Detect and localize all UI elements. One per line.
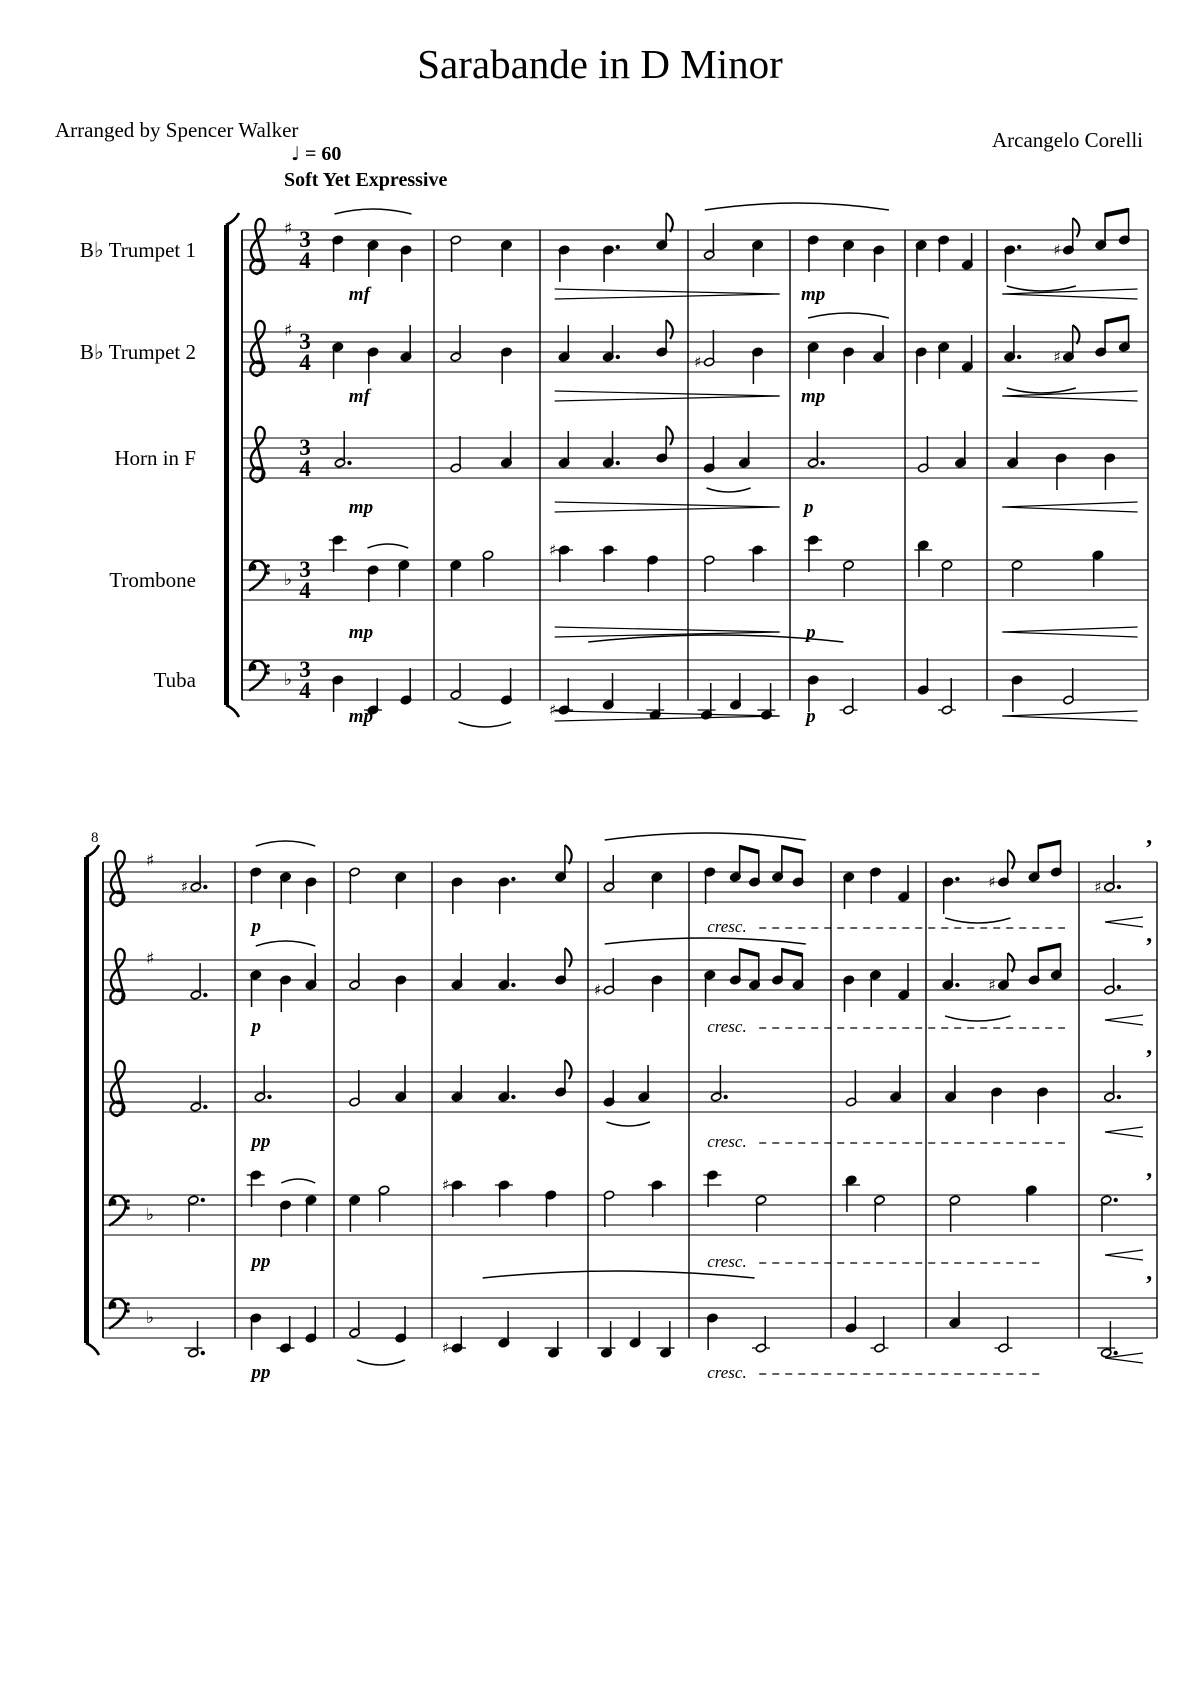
decrescendo-hairpin <box>555 391 780 396</box>
key-signature-flat: ♭ <box>284 570 293 590</box>
augmentation-dot <box>616 355 620 359</box>
crescendo-hairpin <box>1105 917 1143 922</box>
dynamic-marking: p <box>251 1016 261 1037</box>
cresc-text: cresc. <box>707 1252 747 1271</box>
breath-mark: ’ <box>1145 1046 1153 1072</box>
augmentation-dot <box>511 1095 515 1099</box>
system-bracket <box>224 225 229 705</box>
time-signature-numerator: 3 <box>299 329 311 354</box>
eighth-flag <box>666 213 673 232</box>
eighth-flag <box>1073 218 1080 237</box>
decrescendo-hairpin <box>555 502 780 507</box>
time-signature-denominator: 4 <box>299 578 311 603</box>
accidental: ♯ <box>1053 241 1061 259</box>
eighth-flag <box>666 320 673 339</box>
beam <box>1038 945 1060 950</box>
augmentation-dot <box>1114 1198 1118 1202</box>
system-bracket <box>86 845 99 857</box>
decrescendo-hairpin <box>555 716 780 721</box>
decrescendo-hairpin <box>555 396 780 401</box>
crescendo-hairpin <box>1002 716 1137 721</box>
slur <box>705 203 889 210</box>
time-signature-numerator: 3 <box>299 657 311 682</box>
dynamic-marking: mp <box>801 284 826 305</box>
augmentation-dot <box>1117 985 1121 989</box>
decrescendo-hairpin <box>555 289 780 294</box>
slur <box>945 1016 1010 1021</box>
eighth-flag <box>1008 850 1015 869</box>
augmentation-dot <box>955 877 959 881</box>
slur <box>1007 286 1076 291</box>
system-bracket <box>226 705 239 717</box>
composer-credit: Arcangelo Corelli <box>991 128 1143 152</box>
treble-clef-icon <box>250 321 264 376</box>
bass-clef-icon <box>126 1302 130 1306</box>
system-bracket <box>86 1343 99 1355</box>
slur <box>256 941 316 946</box>
arranger-credit: Arranged by Spencer Walker <box>55 118 299 142</box>
bass-clef-icon <box>126 1309 130 1313</box>
piece-title: Sarabande in D Minor <box>417 41 783 87</box>
dynamic-marking: mp <box>348 497 374 518</box>
breath-mark: ’ <box>1145 836 1153 862</box>
crescendo-hairpin <box>1002 294 1137 299</box>
breath-mark: ’ <box>1145 1169 1153 1195</box>
eighth-flag <box>1073 325 1080 344</box>
key-signature-sharp: ♯ <box>146 851 155 871</box>
accidental: ♯ <box>1094 878 1102 896</box>
slur <box>605 938 806 944</box>
augmentation-dot <box>616 461 620 465</box>
augmentation-dot <box>724 1095 728 1099</box>
crescendo-hairpin <box>1105 1250 1143 1255</box>
augmentation-dot <box>820 461 824 465</box>
time-signature-denominator: 4 <box>299 248 311 273</box>
beam <box>1105 210 1129 215</box>
dynamic-marking: p <box>806 622 816 643</box>
breath-mark: ’ <box>1145 1272 1153 1298</box>
treble-clef-icon <box>250 427 264 482</box>
crescendo-hairpin <box>1105 1358 1143 1363</box>
instrument-label-trumpet2: B♭ Trumpet 2 <box>79 340 196 364</box>
augmentation-dot <box>955 983 959 987</box>
slur <box>368 544 409 548</box>
key-signature-flat: ♭ <box>284 670 293 690</box>
crescendo-hairpin <box>1002 507 1137 512</box>
accidental: ♯ <box>442 1339 450 1357</box>
beam <box>1038 842 1060 847</box>
slur <box>256 841 316 846</box>
time-signature-denominator: 4 <box>299 678 311 703</box>
bass-clef-icon <box>126 1206 130 1210</box>
cresc-text: cresc. <box>707 1363 747 1382</box>
dynamic-marking: pp <box>251 1131 271 1152</box>
bass-clef-icon <box>266 671 270 675</box>
eighth-flag <box>565 845 572 864</box>
bass-clef-icon <box>266 664 270 668</box>
time-signature-numerator: 3 <box>299 557 311 582</box>
accidental: ♯ <box>594 981 602 999</box>
beam <box>782 847 802 852</box>
accidental: ♯ <box>442 1176 450 1194</box>
slur <box>335 209 412 214</box>
crescendo-hairpin <box>1002 627 1137 632</box>
decrescendo-hairpin <box>555 294 780 299</box>
eighth-flag <box>565 1060 572 1079</box>
dynamic-marking: pp <box>251 1362 271 1383</box>
dynamic-marking: mp <box>348 706 374 727</box>
slur <box>945 918 1010 923</box>
slur <box>281 1179 315 1183</box>
augmentation-dot <box>203 885 207 889</box>
accidental: ♯ <box>694 353 702 371</box>
time-signature-denominator: 4 <box>299 350 311 375</box>
augmentation-dot <box>1117 885 1121 889</box>
instrument-label-tuba: Tuba <box>153 668 196 692</box>
slur <box>808 313 889 318</box>
eighth-flag <box>1008 953 1015 972</box>
augmentation-dot <box>1017 245 1021 249</box>
decrescendo-hairpin <box>555 627 780 632</box>
augmentation-dot <box>616 245 620 249</box>
dynamic-marking: mf <box>348 386 370 407</box>
augmentation-dot <box>511 983 515 987</box>
crescendo-hairpin <box>1105 1127 1143 1132</box>
augmentation-dot <box>201 1198 205 1202</box>
dynamic-marking: pp <box>251 1251 271 1272</box>
augmentation-dot <box>1017 355 1021 359</box>
slur <box>483 1271 755 1278</box>
instrument-label-trombone: Trombone <box>109 568 196 592</box>
beam <box>1105 317 1129 322</box>
decrescendo-hairpin <box>555 711 780 716</box>
accidental: ♯ <box>988 976 996 994</box>
breath-mark: ’ <box>1145 934 1153 960</box>
quarter-note-icon: ♩ <box>291 143 300 165</box>
augmentation-dot <box>201 1351 205 1355</box>
crescendo-hairpin <box>1002 396 1137 401</box>
system-bracket <box>84 857 89 1343</box>
crescendo-hairpin <box>1105 1020 1143 1025</box>
beam <box>782 950 802 955</box>
dynamic-marking: p <box>804 497 814 518</box>
key-signature-sharp: ♯ <box>284 321 293 341</box>
augmentation-dot <box>1117 1095 1121 1099</box>
cresc-text: cresc. <box>707 1017 747 1036</box>
cresc-text: cresc. <box>707 1132 747 1151</box>
cresc-text: cresc. <box>707 917 747 936</box>
dynamic-marking: mf <box>348 284 370 305</box>
eighth-flag <box>666 426 673 445</box>
accidental: ♯ <box>549 701 557 719</box>
decrescendo-hairpin <box>555 507 780 512</box>
instrument-label-trumpet1: B♭ Trumpet 1 <box>79 238 196 262</box>
crescendo-hairpin <box>1105 1255 1143 1260</box>
key-signature-flat: ♭ <box>146 1205 155 1225</box>
treble-clef-icon <box>110 949 124 1004</box>
instrument-label-horn: Horn in F <box>114 446 196 470</box>
slur <box>459 722 511 727</box>
augmentation-dot <box>347 461 351 465</box>
accidental: ♯ <box>549 541 557 559</box>
crescendo-hairpin <box>1105 1132 1143 1137</box>
dynamic-marking: mp <box>801 386 826 407</box>
dynamic-marking: p <box>251 916 261 937</box>
augmentation-dot <box>203 1105 207 1109</box>
augmentation-dot <box>267 1095 271 1099</box>
key-signature-sharp: ♯ <box>146 949 155 969</box>
beam <box>740 950 759 955</box>
measure-number: 8 <box>91 830 99 846</box>
key-signature-flat: ♭ <box>146 1308 155 1328</box>
dynamic-marking: p <box>806 706 816 727</box>
tempo-value: = 60 <box>304 143 342 165</box>
treble-clef-icon <box>110 851 124 906</box>
accidental: ♯ <box>1053 348 1061 366</box>
slur <box>707 488 751 492</box>
crescendo-hairpin <box>1002 502 1137 507</box>
crescendo-hairpin <box>1105 1015 1143 1020</box>
bass-clef-icon <box>126 1199 130 1203</box>
dynamic-marking: mp <box>348 622 374 643</box>
time-signature-denominator: 4 <box>299 456 311 481</box>
expression-text: Soft Yet Expressive <box>284 169 448 191</box>
treble-clef-icon <box>250 219 264 274</box>
bass-clef-icon <box>266 564 270 568</box>
crescendo-hairpin <box>1002 711 1137 716</box>
system-bracket <box>226 213 239 225</box>
bass-clef-icon <box>266 571 270 575</box>
augmentation-dot <box>511 877 515 881</box>
augmentation-dot <box>203 993 207 997</box>
time-signature-numerator: 3 <box>299 227 311 252</box>
accidental: ♯ <box>180 878 189 896</box>
time-signature-numerator: 3 <box>299 435 311 460</box>
crescendo-hairpin <box>1105 922 1143 927</box>
treble-clef-icon <box>110 1061 124 1116</box>
key-signature-sharp: ♯ <box>284 219 293 239</box>
augmentation-dot <box>1114 1351 1118 1355</box>
slur <box>357 1360 405 1365</box>
crescendo-hairpin <box>1002 632 1137 637</box>
eighth-flag <box>565 948 572 967</box>
beam <box>740 847 759 852</box>
slur <box>606 1122 650 1126</box>
accidental: ♯ <box>988 873 996 891</box>
slur <box>605 833 806 840</box>
slur <box>1007 388 1076 393</box>
